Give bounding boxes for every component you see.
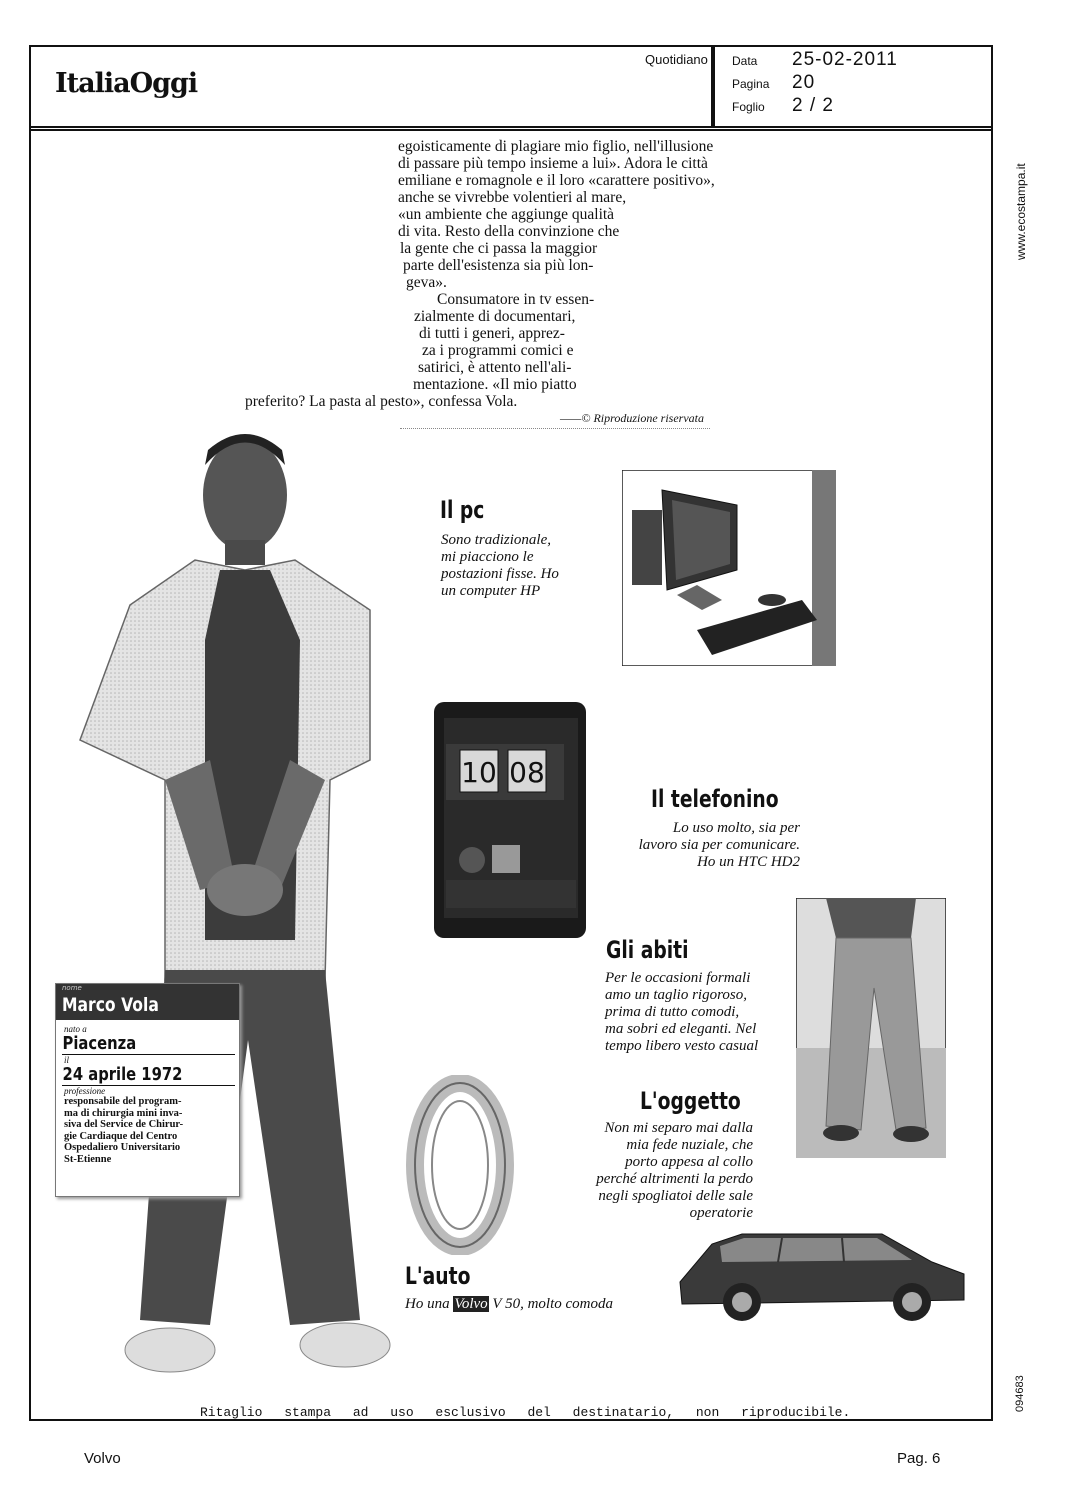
side-code: 094683 (1014, 1375, 1026, 1412)
clothes-text-line: Per le occasioni formali (605, 970, 751, 986)
phone-clock-hour: 10 (461, 756, 497, 789)
frame-top-rule (29, 129, 993, 131)
pc-text-line: un computer HP (441, 583, 541, 599)
article-line: mentazione. «Il mio piatto (413, 376, 577, 393)
article-line: egoisticamente di plagiare mio figlio, nell'illusione (398, 138, 714, 155)
data-label: Data (732, 54, 758, 68)
birth-date: 24 aprile 1972 (62, 1064, 183, 1085)
article-line: preferito? La pasta al pesto», confessa Vola. (245, 393, 518, 410)
article-line: Consumatore in tv essen- (437, 291, 595, 308)
article-line: za i programmi comici e (422, 342, 574, 359)
article-line: di passare più tempo insieme a lui». Adora le città (398, 155, 708, 172)
profession-line: St-Etienne (64, 1153, 112, 1165)
car-text-post: V 50, molto comoda (488, 1296, 613, 1312)
object-text-line: perché altrimenti la perdo (596, 1171, 753, 1187)
phone-title: Il telefonino (651, 785, 779, 813)
phone-photo (432, 700, 590, 942)
pc-text-line: Sono tradizionale, (441, 532, 552, 548)
article-line: anche se vivrebbe volentieri al mare, (398, 189, 627, 206)
object-title: L'oggetto (640, 1087, 741, 1115)
profile-name: Marco Vola (62, 994, 159, 1016)
profession-line: siva del Service de Chirur- (64, 1119, 184, 1130)
foglio-label: Foglio (732, 100, 765, 114)
pc-title: Il pc (440, 496, 485, 524)
date-caption: il (64, 1055, 70, 1065)
car-text-pre: Ho una (405, 1296, 454, 1312)
pc-text-line: mi piacciono le (441, 549, 534, 565)
object-text-line: operatorie (689, 1205, 753, 1221)
object-text-line: porto appesa al collo (625, 1154, 753, 1170)
side-url: www.ecostampa.it (1014, 163, 1028, 260)
article-line: zialmente di documentari, (414, 308, 576, 325)
clothes-title: Gli abiti (606, 936, 689, 964)
reproduction-notice: Ritaglio stampa ad uso esclusivo del destinatario, non riproducibile. (200, 1405, 851, 1420)
clothes-text-line: tempo libero vesto casual (605, 1038, 759, 1054)
clothes-text-line: ma sobri ed eleganti. Nel (605, 1021, 757, 1037)
keyword: Volvo (84, 1450, 121, 1467)
article-line: parte dell'esistenza sia più lon- (403, 257, 594, 274)
profession-line: responsabile del program- (64, 1096, 182, 1107)
phone-text-line: Ho un HTC HD2 (697, 854, 800, 870)
article-line: «un ambiente che aggiunge qualità (398, 206, 615, 223)
dotted-rule (400, 428, 710, 429)
born-caption: nato a (64, 1024, 87, 1034)
article-line: satirici, è attento nell'ali- (418, 359, 572, 376)
born-place: Piacenza (62, 1033, 137, 1054)
profession-line: Ospedaliero Universitario (64, 1142, 181, 1153)
name-caption: nome (62, 984, 82, 992)
article-line: la gente che ci passa la maggior (400, 240, 598, 257)
newspaper-logo: ItaliaOggi (55, 68, 198, 99)
page-number: Pag. 6 (897, 1450, 941, 1467)
clothes-photo (796, 898, 946, 1158)
copyright-note: ——© Riproduzione riservata (560, 411, 705, 425)
pagina-label: Pagina (732, 77, 770, 91)
object-text-line: Non mi separo mai dalla (604, 1120, 753, 1136)
publication-type: Quotidiano (645, 52, 708, 67)
header-divider (711, 45, 715, 128)
profile-card (55, 983, 240, 1197)
object-text-line: negli spogliatoi delle sale (598, 1188, 753, 1204)
car-text (405, 1296, 613, 1313)
object-text-line: mia fede nuziale, che (626, 1137, 753, 1153)
foglio-value: 2 / 2 (792, 95, 834, 116)
article-line: geva». (406, 274, 447, 291)
clothes-text-line: amo un taglio rigoroso, (605, 987, 747, 1003)
pc-text-line: postazioni fisse. Ho (441, 566, 559, 582)
clothes-text-line: prima di tutto comodi, (605, 1004, 740, 1020)
pagina-value: 20 (792, 72, 816, 93)
article-line: emiliane e romagnole e il loro «carattere positivo», (398, 172, 715, 189)
article-line: di vita. Resto della convinzione che (398, 223, 620, 240)
phone-text-line: Lo uso molto, sia per (672, 820, 800, 836)
person-photo (70, 420, 400, 1380)
car-brand-highlight: Volvo (454, 1296, 488, 1312)
profession-line: ma di chirurgia mini inva- (64, 1107, 183, 1119)
computer-photo (622, 470, 836, 666)
car-photo (672, 1222, 970, 1324)
article-line: di tutti i generi, apprez- (419, 325, 565, 342)
profile-name-bar (56, 984, 239, 1020)
profession-line: gie Cardiaque del Centro (64, 1130, 178, 1142)
phone-text-line: lavoro sia per comunicare. (638, 837, 800, 853)
profession-caption: professione (64, 1086, 106, 1096)
ring-photo (405, 1075, 515, 1255)
phone-clock-minute: 08 (509, 756, 545, 789)
car-title: L'auto (405, 1262, 471, 1290)
data-value: 25-02-2011 (792, 49, 898, 70)
